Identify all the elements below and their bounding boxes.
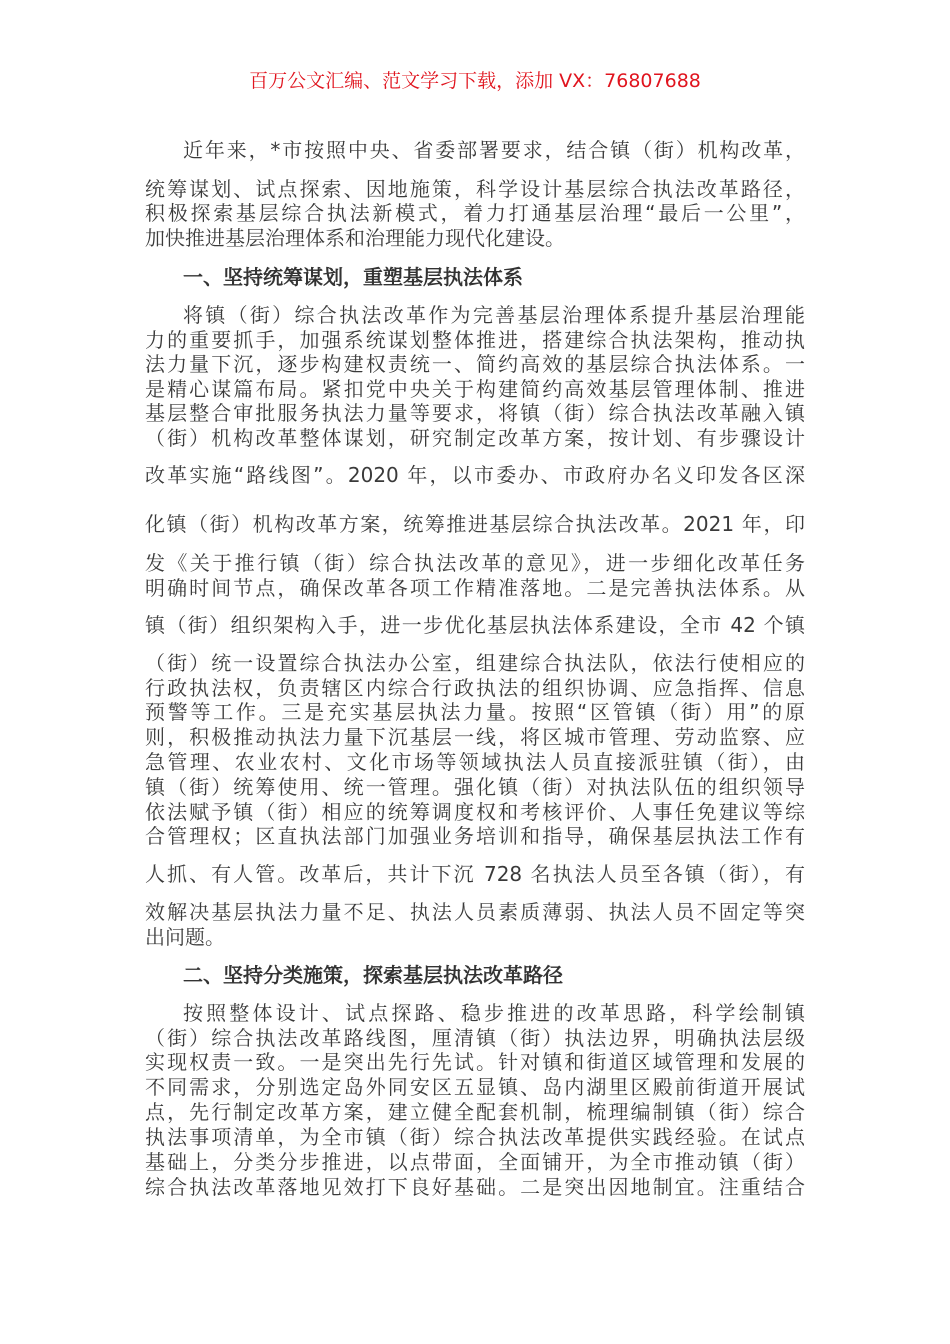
- paragraph-line: 不同需求，分别选定岛外同安区五显镇、岛内湖里区殿前街道开展试: [145, 1075, 805, 1099]
- paragraph-line: 化镇（街）机构改革方案，统筹推进基层综合执法改革。2021 年，印: [145, 512, 805, 536]
- section-heading: 一、坚持统筹谋划，重塑基层执法体系: [183, 265, 523, 289]
- paragraph-line: 是精心谋篇布局。紧扣党中央关于构建简约高效基层管理体制、推进: [145, 377, 805, 401]
- paragraph-line: （街）综合执法改革路线图，厘清镇（街）执法边界，明确执法层级: [145, 1026, 805, 1050]
- paragraph-line: 积极探索基层综合执法新模式，着力打通基层治理“最后一公里”，: [145, 201, 805, 225]
- paragraph-line: 统筹谋划、试点探索、因地施策，科学设计基层综合执法改革路径，: [145, 177, 805, 201]
- paragraph-line: 将镇（街）综合执法改革作为完善基层治理体系提升基层治理能: [183, 303, 805, 327]
- paragraph-line: 依法赋予镇（街）相应的统筹调度权和考核评价、人事任免建议等综: [145, 800, 805, 824]
- paragraph-line: 综合执法改革落地见效打下良好基础。二是突出因地制宜。注重结合: [145, 1175, 805, 1199]
- paragraph-line: 力的重要抓手，加强系统谋划整体推进，搭建综合执法架构，推动执: [145, 328, 805, 352]
- paragraph-line: （街）统一设置综合执法办公室，组建综合执法队，依法行使相应的: [145, 651, 805, 675]
- paragraph-line: 出问题。: [145, 925, 225, 949]
- paragraph-line: 按照整体设计、试点探路、稳步推进的改革思路，科学绘制镇: [183, 1001, 805, 1025]
- paragraph-line: 效解决基层执法力量不足、执法人员素质薄弱、执法人员不固定等突: [145, 900, 805, 924]
- paragraph-line: 法力量下沉，逐步构建权责统一、简约高效的基层综合执法体系。一: [145, 352, 805, 376]
- paragraph-line: 则，积极推动执法力量下沉基层一线，将区城市管理、劳动监察、应: [145, 725, 805, 749]
- paragraph-line: 执法事项清单，为全市镇（街）综合执法改革提供实践经验。在试点: [145, 1125, 805, 1149]
- paragraph-line: 基础上，分类分步推进，以点带面，全面铺开，为全市推动镇（街）: [145, 1150, 805, 1174]
- paragraph-line: 人抓、有人管。改革后，共计下沉 728 名执法人员至各镇（街），有: [145, 862, 805, 886]
- paragraph-line: 急管理、农业农村、文化市场等领域执法人员直接派驻镇（街），由: [145, 750, 805, 774]
- paragraph-line: 发《关于推行镇（街）综合执法改革的意见》，进一步细化改革任务: [145, 551, 805, 575]
- paragraph-line: 近年来，*市按照中央、省委部署要求，结合镇（街）机构改革，: [183, 138, 805, 162]
- paragraph-line: 改革实施“路线图”。2020 年，以市委办、市政府办名义印发各区深: [145, 463, 805, 487]
- paragraph-line: 明确时间节点，确保改革各项工作精准落地。二是完善执法体系。从: [145, 576, 805, 600]
- paragraph-line: 合管理权；区直执法部门加强业务培训和指导，确保基层执法工作有: [145, 824, 805, 848]
- paragraph-line: 加快推进基层治理体系和治理能力现代化建设。: [145, 226, 565, 250]
- section-heading: 二、坚持分类施策，探索基层执法改革路径: [183, 963, 563, 987]
- promo-header: 百万公文汇编、范文学习下载，添加 VX：76807688: [249, 70, 701, 92]
- paragraph-line: 镇（街）统筹使用、统一管理。强化镇（街）对执法队伍的组织领导: [145, 775, 805, 799]
- paragraph-line: 基层整合审批服务执法力量等要求，将镇（街）综合执法改革融入镇: [145, 401, 805, 425]
- paragraph-line: 行政执法权，负责辖区内综合行政执法的组织协调、应急指挥、信息: [145, 676, 805, 700]
- paragraph-line: 点，先行制定改革方案，建立健全配套机制，梳理编制镇（街）综合: [145, 1100, 805, 1124]
- paragraph-line: 实现权责一致。一是突出先行先试。针对镇和街道区域管理和发展的: [145, 1050, 805, 1074]
- paragraph-line: 镇（街）组织架构入手，进一步优化基层执法体系建设，全市 42 个镇: [145, 613, 805, 637]
- paragraph-line: 预警等工作。三是充实基层执法力量。按照“区管镇（街）用”的原: [145, 700, 805, 724]
- paragraph-line: （街）机构改革整体谋划，研究制定改革方案，按计划、有步骤设计: [145, 426, 805, 450]
